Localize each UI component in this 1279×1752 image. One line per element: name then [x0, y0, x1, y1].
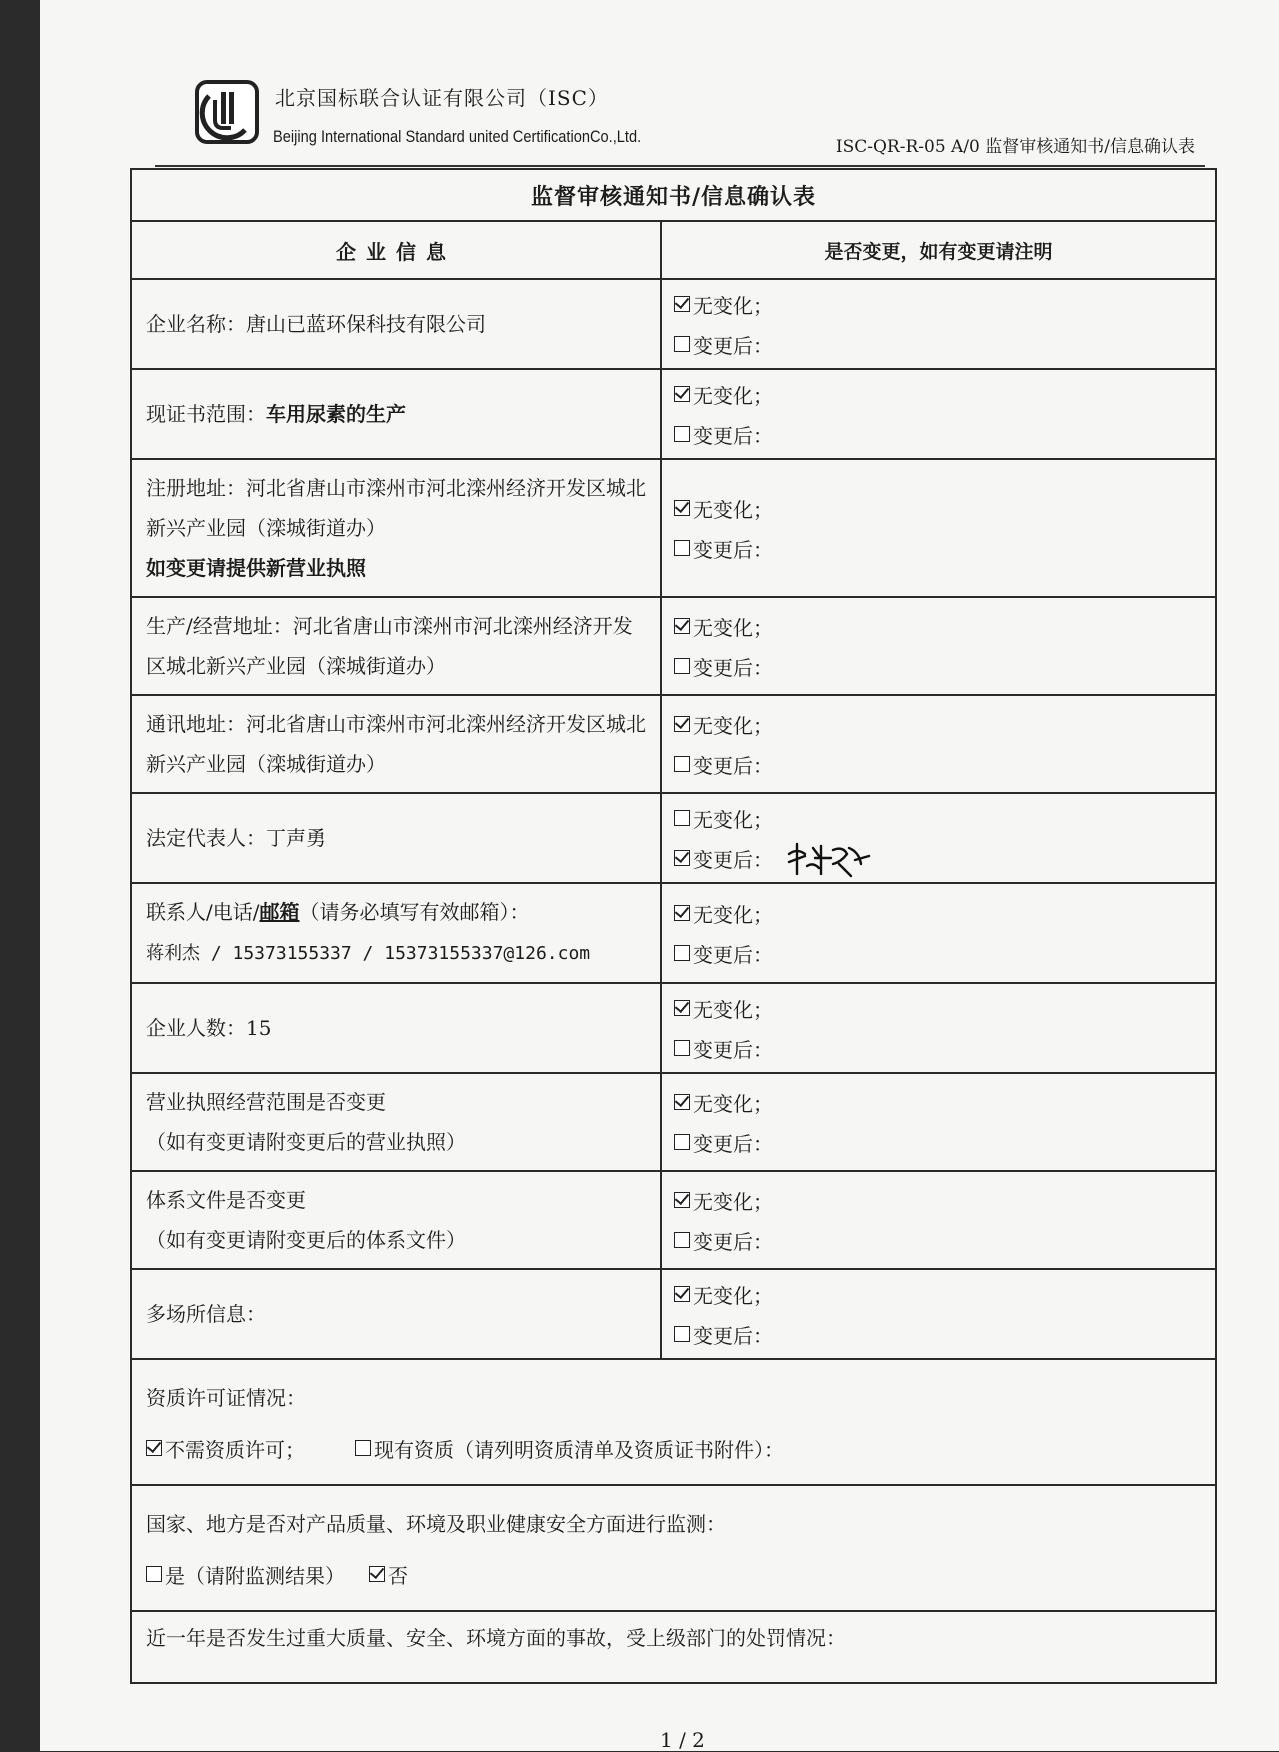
changed-label: 变更后：	[693, 1323, 773, 1348]
row-contact	[131, 883, 1216, 983]
changed-label: 变更后：	[693, 942, 773, 967]
field-label: 生产/经营地址：	[146, 614, 293, 638]
row-employee-count	[131, 983, 1216, 1073]
row-monitoring	[131, 1485, 1216, 1611]
changed-label: 变更后：	[693, 333, 773, 358]
no-change-checkbox[interactable]	[674, 618, 690, 634]
field-note: （如有变更请附变更后的营业执照）	[146, 1130, 466, 1154]
field-note: 如变更请提供新营业执照	[146, 556, 366, 580]
changed-checkbox[interactable]	[674, 658, 690, 674]
field-label: 联系人/电话/	[146, 900, 260, 924]
row-business-scope	[131, 1073, 1216, 1171]
company-name-cn: 北京国标联合认证有限公司（ISC）	[275, 86, 609, 110]
no-change-label: 无变化；	[693, 1091, 773, 1116]
no-change-checkbox[interactable]	[674, 810, 690, 826]
field-label: 注册地址：	[146, 476, 246, 500]
changed-checkbox[interactable]	[674, 1326, 690, 1342]
field-label: 法定代表人：	[146, 826, 266, 850]
changed-checkbox[interactable]	[674, 426, 690, 442]
field-value: 河北省唐山市滦州市河北滦州经济开发区城北新兴产业园（滦城街道办）	[146, 614, 633, 678]
column-header-company-info: 企业信息	[131, 221, 661, 279]
no-change-label: 无变化；	[693, 497, 773, 522]
monitoring-yes-label: 是（请附监测结果）	[165, 1563, 345, 1588]
no-change-label: 无变化；	[693, 807, 773, 832]
changed-label: 变更后：	[693, 847, 773, 872]
changed-label: 变更后：	[693, 423, 773, 448]
document-header	[155, 70, 1205, 167]
no-change-label: 无变化；	[693, 997, 773, 1022]
qualification-title: 资质许可证情况：	[146, 1385, 306, 1410]
row-accidents	[131, 1611, 1216, 1683]
no-change-label: 无变化；	[693, 293, 773, 318]
no-qualification-checkbox[interactable]	[146, 1440, 162, 1456]
field-value: 丁声勇	[266, 826, 326, 850]
changed-checkbox[interactable]	[674, 540, 690, 556]
existing-qualification-checkbox[interactable]	[355, 1440, 371, 1456]
changed-label: 变更后：	[693, 1037, 773, 1062]
field-label: 体系文件是否变更	[146, 1188, 306, 1212]
field-value: 蒋利杰 / 15373155337 / 15373155337@126.com	[146, 943, 591, 964]
no-change-checkbox[interactable]	[674, 716, 690, 732]
row-mailing-address	[131, 695, 1216, 793]
changed-checkbox[interactable]	[674, 945, 690, 961]
no-change-label: 无变化；	[693, 902, 773, 927]
monitoring-no-label: 否	[388, 1563, 408, 1588]
changed-label: 变更后：	[693, 753, 773, 778]
column-header-change: 是否变更，如有变更请注明	[661, 221, 1216, 279]
changed-checkbox[interactable]	[674, 1134, 690, 1150]
field-value: 河北省唐山市滦州市河北滦州经济开发区城北新兴产业园（滦城街道办）	[146, 712, 646, 776]
row-system-documents	[131, 1171, 1216, 1269]
row-production-address	[131, 597, 1216, 695]
field-label-note: （请务必填写有效邮箱）：	[299, 900, 530, 924]
field-label: 企业名称：	[146, 312, 246, 336]
changed-label: 变更后：	[693, 1229, 773, 1254]
no-change-label: 无变化；	[693, 383, 773, 408]
field-note: （如有变更请附变更后的体系文件）	[146, 1228, 466, 1252]
no-change-checkbox[interactable]	[674, 1094, 690, 1110]
field-label: 现证书范围：	[146, 402, 266, 426]
no-change-label: 无变化；	[693, 1283, 773, 1308]
no-change-checkbox[interactable]	[674, 1192, 690, 1208]
changed-checkbox[interactable]	[674, 850, 690, 866]
handwritten-signature	[783, 836, 873, 880]
changed-label: 变更后：	[693, 655, 773, 680]
field-label: 企业人数：	[146, 1016, 246, 1040]
existing-qualification-label: 现有资质（请列明资质清单及资质证书附件）：	[374, 1437, 784, 1462]
no-qualification-label: 不需资质许可；	[165, 1437, 305, 1462]
row-qualification	[131, 1359, 1216, 1485]
no-change-checkbox[interactable]	[674, 296, 690, 312]
page-number: 1 / 2	[660, 1728, 705, 1752]
row-registered-address	[131, 459, 1216, 597]
monitoring-title: 国家、地方是否对产品质量、环境及职业健康安全方面进行监测：	[146, 1511, 726, 1536]
document-page	[40, 0, 1279, 1751]
changed-checkbox[interactable]	[674, 336, 690, 352]
confirmation-form	[130, 168, 1217, 1684]
changed-checkbox[interactable]	[674, 1040, 690, 1056]
changed-checkbox[interactable]	[674, 1232, 690, 1248]
company-name-en: Beijing International Standard united CertificationCo.,Ltd.	[273, 127, 642, 146]
changed-label: 变更后：	[693, 537, 773, 562]
form-title: 监督审核通知书/信息确认表	[131, 169, 1216, 221]
no-change-checkbox[interactable]	[674, 500, 690, 516]
field-value: 车用尿素的生产	[266, 402, 406, 426]
changed-label: 变更后：	[693, 1131, 773, 1156]
changed-checkbox[interactable]	[674, 756, 690, 772]
isc-logo-icon	[195, 80, 259, 144]
monitoring-yes-checkbox[interactable]	[146, 1566, 162, 1582]
monitoring-no-checkbox[interactable]	[369, 1566, 385, 1582]
row-legal-representative	[131, 793, 1216, 883]
field-label: 多场所信息：	[146, 1302, 266, 1326]
no-change-checkbox[interactable]	[674, 1000, 690, 1016]
no-change-checkbox[interactable]	[674, 1286, 690, 1302]
no-change-checkbox[interactable]	[674, 905, 690, 921]
no-change-label: 无变化；	[693, 1189, 773, 1214]
field-label-email: 邮箱	[259, 900, 300, 924]
field-value: 15	[246, 1016, 272, 1040]
field-value: 唐山已蓝环保科技有限公司	[246, 312, 486, 336]
field-label: 通讯地址：	[146, 712, 246, 736]
document-code: ISC-QR-R-05 A/0 监督审核通知书/信息确认表	[835, 137, 1195, 157]
no-change-label: 无变化；	[693, 615, 773, 640]
row-multi-site	[131, 1269, 1216, 1359]
row-certificate-scope	[131, 369, 1216, 459]
field-label: 营业执照经营范围是否变更	[146, 1090, 386, 1114]
no-change-label: 无变化；	[693, 713, 773, 738]
no-change-checkbox[interactable]	[674, 386, 690, 402]
field-value: 河北省唐山市滦州市河北滦州经济开发区城北新兴产业园（滦城街道办）	[146, 476, 646, 540]
row-company-name	[131, 279, 1216, 369]
accidents-title: 近一年是否发生过重大质量、安全、环境方面的事故，受上级部门的处罚情况：	[146, 1626, 846, 1650]
